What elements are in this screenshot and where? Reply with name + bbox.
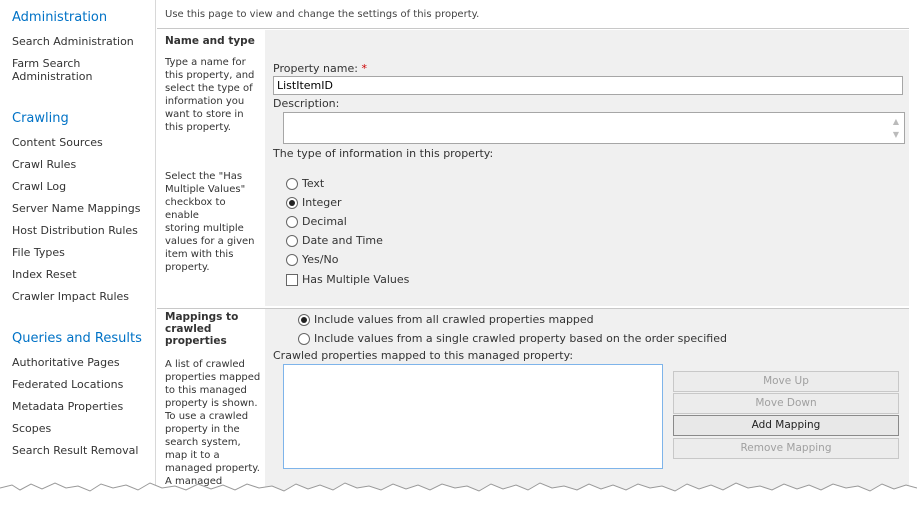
- radio-selected-icon[interactable]: [298, 314, 310, 326]
- section-description-mappings: A list of crawled properties mapped to this managed property is shown. To use a crawled property in the search system, map it to a managed property. A managed: [165, 359, 261, 487]
- type-option-date-and-time[interactable]: Date and Time: [286, 234, 383, 247]
- nav-item-index-reset[interactable]: Index Reset: [12, 268, 77, 281]
- section-description-name: Type a name for this property, and select the type of information you want to store in this property.: [165, 57, 255, 133]
- nav-item-host-distribution-rules[interactable]: Host Distribution Rules: [12, 224, 138, 237]
- type-option-yes-no[interactable]: Yes/No: [286, 253, 338, 266]
- nav-item-farm-search-administration-line2[interactable]: Administration: [12, 70, 93, 83]
- property-name-label: Property name: *: [273, 62, 367, 75]
- divider: [157, 28, 909, 29]
- scroll-arrows-icon[interactable]: ▲ ▼: [892, 117, 900, 139]
- nav-item-metadata-properties[interactable]: Metadata Properties: [12, 400, 124, 413]
- required-marker: *: [361, 62, 367, 75]
- radio-icon[interactable]: [286, 178, 298, 190]
- add-mapping-button[interactable]: Add Mapping: [673, 415, 899, 436]
- section-description-multiple-values: Select the "Has Multiple Values" checkbox to enable storing multiple values for a given item with this property.: [165, 171, 255, 273]
- nav-item-search-administration[interactable]: Search Administration: [12, 35, 134, 48]
- nav-heading-crawling[interactable]: Crawling: [12, 111, 69, 126]
- move-up-button[interactable]: Move Up: [673, 371, 899, 392]
- type-option-integer[interactable]: Integer: [286, 196, 342, 209]
- nav-item-search-result-removal[interactable]: Search Result Removal: [12, 444, 139, 457]
- main-content: [157, 0, 917, 506]
- move-down-button[interactable]: Move Down: [673, 393, 899, 414]
- description-textarea[interactable]: [283, 112, 905, 144]
- nav-item-authoritative-pages[interactable]: Authoritative Pages: [12, 356, 120, 369]
- radio-icon[interactable]: [298, 333, 310, 345]
- checkbox-icon[interactable]: [286, 274, 298, 286]
- type-option-decimal[interactable]: Decimal: [286, 215, 347, 228]
- radio-selected-icon[interactable]: [286, 197, 298, 209]
- radio-icon[interactable]: [286, 254, 298, 266]
- nav-item-federated-locations[interactable]: Federated Locations: [12, 378, 124, 391]
- section-title-mappings: Mappings to crawled properties: [165, 311, 239, 347]
- nav-item-farm-search-administration-line1[interactable]: Farm Search: [12, 57, 81, 70]
- nav-item-file-types[interactable]: File Types: [12, 246, 65, 259]
- nav-item-crawl-rules[interactable]: Crawl Rules: [12, 158, 77, 171]
- nav-item-scopes[interactable]: Scopes: [12, 422, 52, 435]
- type-option-text[interactable]: Text: [286, 177, 324, 190]
- type-label: The type of information in this property:: [273, 147, 494, 160]
- torn-edge-decoration: [0, 476, 917, 506]
- nav-heading-queries-and-results[interactable]: Queries and Results: [12, 331, 142, 346]
- section-title-name-and-type: Name and type: [165, 35, 255, 47]
- mapping-option-all[interactable]: Include values from all crawled properties mapped: [298, 313, 594, 326]
- nav-heading-administration[interactable]: Administration: [12, 10, 108, 25]
- radio-icon[interactable]: [286, 216, 298, 228]
- nav-item-crawl-log[interactable]: Crawl Log: [12, 180, 67, 193]
- has-multiple-values-checkbox[interactable]: Has Multiple Values: [286, 273, 409, 286]
- page-intro: Use this page to view and change the settings of this property.: [165, 9, 480, 20]
- nav-item-crawler-impact-rules[interactable]: Crawler Impact Rules: [12, 290, 129, 303]
- mapping-option-single[interactable]: Include values from a single crawled property based on the order specified: [298, 332, 727, 345]
- radio-icon[interactable]: [286, 235, 298, 247]
- property-name-input[interactable]: ListItemID: [273, 76, 903, 95]
- crawled-properties-label: Crawled properties mapped to this managed property:: [273, 349, 574, 362]
- description-label: Description:: [273, 97, 340, 110]
- nav-item-server-name-mappings[interactable]: Server Name Mappings: [12, 202, 141, 215]
- remove-mapping-button[interactable]: Remove Mapping: [673, 438, 899, 459]
- nav-item-content-sources[interactable]: Content Sources: [12, 136, 103, 149]
- crawled-properties-listbox[interactable]: [283, 364, 663, 469]
- quick-launch: [0, 0, 156, 506]
